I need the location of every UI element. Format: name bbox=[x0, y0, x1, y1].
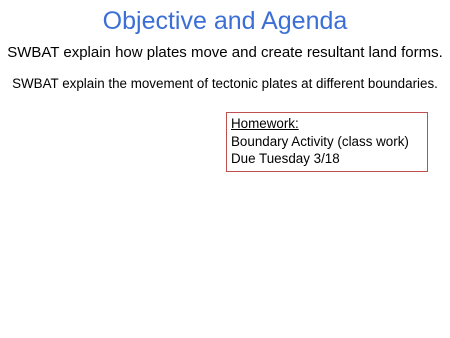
homework-heading: Homework: bbox=[231, 116, 299, 131]
slide-title: Objective and Agenda bbox=[102, 7, 348, 35]
objective-1: SWBAT explain how plates move and create resultant land forms. bbox=[7, 44, 443, 61]
homework-assignment: Boundary Activity (class work) bbox=[231, 133, 409, 149]
homework-box bbox=[226, 112, 428, 172]
objective-2: SWBAT explain the movement of tectonic plates at different boundaries. bbox=[12, 76, 438, 91]
homework-due-date: Due Tuesday 3/18 bbox=[231, 151, 340, 166]
